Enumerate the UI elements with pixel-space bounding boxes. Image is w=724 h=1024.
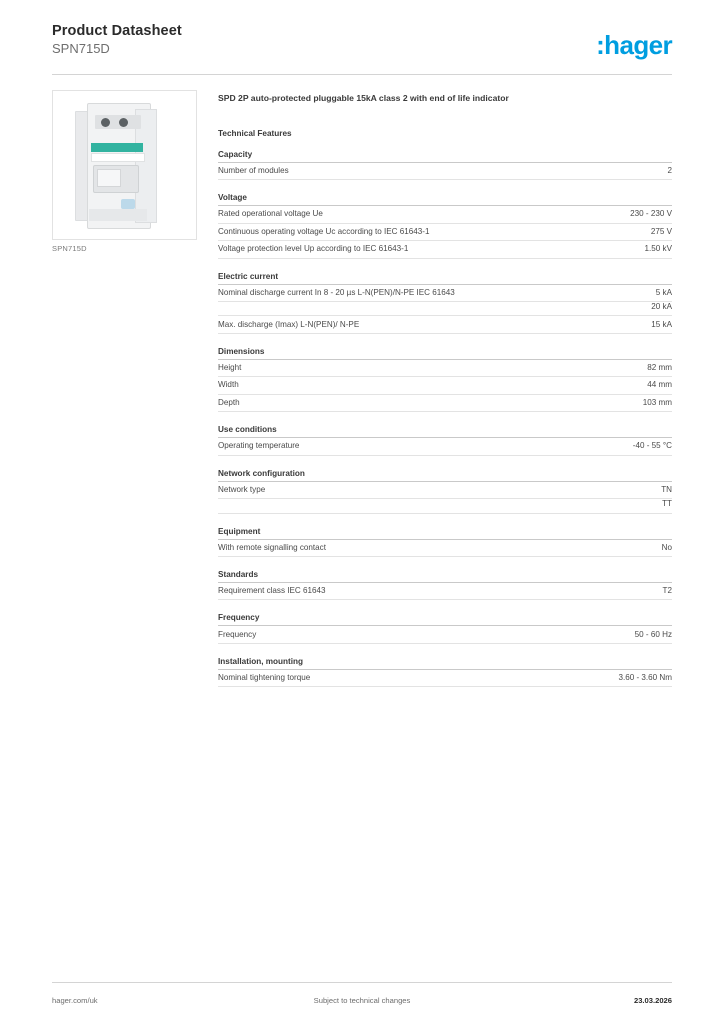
device-slider — [97, 169, 121, 187]
spec-value: 15 kA — [651, 319, 672, 329]
spec-row — [218, 163, 672, 180]
spec-label: Network type — [218, 484, 266, 494]
spec-value: 5 kA — [655, 287, 672, 297]
device-blue-marker — [121, 199, 135, 209]
spec-group — [218, 570, 672, 600]
spec-group — [218, 657, 672, 687]
spec-value: T2 — [662, 586, 672, 596]
device-terminal-hole — [119, 118, 128, 127]
page-title: Product Datasheet — [52, 23, 182, 39]
device-white-label — [91, 153, 145, 162]
spec-group-title: Dimensions — [218, 347, 672, 360]
spec-label: Rated operational voltage Ue — [218, 209, 323, 219]
spec-group-title: Equipment — [218, 527, 672, 540]
spec-group — [218, 193, 672, 258]
spec-label: Requirement class IEC 61643 — [218, 586, 326, 596]
product-image-caption: SPN715D — [52, 244, 87, 253]
spec-label: Continuous operating voltage Uc according to IEC 61643-1 — [218, 226, 430, 236]
spec-label: Operating temperature — [218, 441, 300, 451]
spec-group-title: Network configuration — [218, 469, 672, 482]
page-subtitle: SPN715D — [52, 41, 110, 57]
technical-features-heading: Technical Features — [218, 128, 292, 138]
spec-row — [218, 241, 672, 258]
spec-group — [218, 425, 672, 455]
spec-group-title: Frequency — [218, 613, 672, 626]
spec-row — [218, 360, 672, 377]
spec-label: Width — [218, 380, 239, 390]
spec-group-title: Voltage — [218, 193, 672, 206]
spec-row — [218, 670, 672, 687]
spec-label: With remote signalling contact — [218, 542, 326, 552]
header-divider — [52, 74, 672, 75]
spec-row — [218, 224, 672, 241]
spec-groups — [218, 150, 672, 688]
product-image — [52, 90, 197, 240]
spec-row — [218, 395, 672, 412]
spec-row — [218, 302, 672, 316]
spec-value: 275 V — [650, 226, 672, 236]
device-green-label — [91, 143, 143, 152]
spec-label: Number of modules — [218, 165, 289, 175]
spec-value: 230 - 230 V — [630, 209, 672, 219]
spec-label: Nominal discharge current In 8 - 20 µs L-N(PEN)/N-PE IEC 61643 — [218, 287, 455, 297]
device-illustration — [75, 103, 167, 227]
hager-logo: :hager — [596, 30, 672, 60]
spec-label: Voltage protection level Up according to IEC 61643-1 — [218, 244, 409, 254]
spec-group — [218, 150, 672, 180]
spec-group — [218, 469, 672, 514]
spec-group-title: Use conditions — [218, 425, 672, 438]
spec-value: -40 - 55 °C — [632, 441, 672, 451]
spec-label: Height — [218, 362, 242, 372]
spec-group — [218, 347, 672, 412]
footer-divider — [52, 982, 672, 983]
footer-date: 23.03.2026 — [633, 996, 672, 1005]
footer-note: Subject to technical changes — [313, 996, 411, 1005]
footer-website[interactable]: hager.com/uk — [52, 996, 98, 1005]
product-description: SPD 2P auto-protected pluggable 15kA class 2 with end of life indicator — [218, 93, 509, 103]
main-content — [218, 93, 672, 700]
spec-group-title: Standards — [218, 570, 672, 583]
spec-group — [218, 613, 672, 643]
spec-group-title: Electric current — [218, 272, 672, 285]
spec-label: Max. discharge (Imax) L-N(PEN)/ N-PE — [218, 319, 360, 329]
spec-row — [218, 583, 672, 600]
spec-value: 82 mm — [647, 362, 672, 372]
spec-row — [218, 626, 672, 643]
device-terminal-hole — [101, 118, 110, 127]
spec-row — [218, 482, 672, 499]
spec-value: TN — [661, 484, 672, 494]
spec-value: 50 - 60 Hz — [634, 629, 672, 639]
spec-row — [218, 499, 672, 513]
spec-value: 103 mm — [642, 397, 672, 407]
page-header — [52, 22, 672, 70]
device-bottom-terminal — [89, 209, 147, 221]
spec-label: Frequency — [218, 629, 257, 639]
spec-value: 44 mm — [647, 380, 672, 390]
spec-group — [218, 272, 672, 334]
spec-label: Nominal tightening torque — [218, 673, 311, 683]
spec-row — [218, 316, 672, 333]
spec-value: 2 — [667, 165, 672, 175]
spec-row — [218, 438, 672, 455]
spec-value: 20 kA — [651, 302, 672, 312]
spec-value: TT — [662, 499, 672, 509]
spec-row — [218, 540, 672, 557]
spec-value: 1.50 kV — [644, 244, 672, 254]
page-footer — [52, 996, 672, 1010]
spec-value: No — [661, 542, 672, 552]
spec-group — [218, 527, 672, 557]
spec-row — [218, 377, 672, 394]
spec-group-title: Installation, mounting — [218, 657, 672, 670]
spec-row — [218, 206, 672, 223]
spec-label: Depth — [218, 397, 240, 407]
spec-row — [218, 285, 672, 302]
spec-group-title: Capacity — [218, 150, 672, 163]
spec-value: 3.60 - 3.60 Nm — [618, 673, 672, 683]
